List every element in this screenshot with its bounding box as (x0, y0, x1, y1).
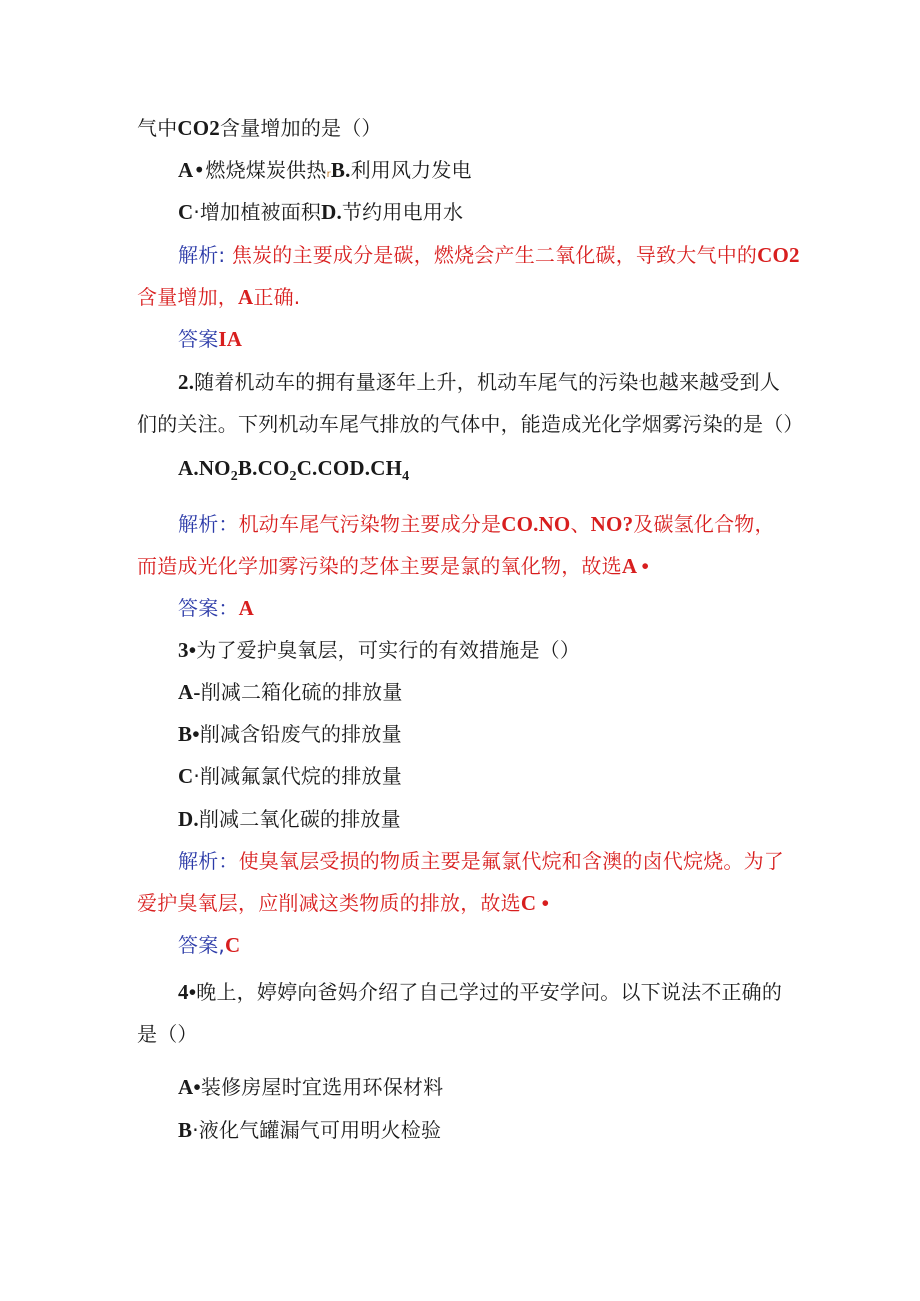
q1-analysis-text-3: 正确. (253, 285, 301, 309)
q1-analysis-text-2: 含量增加， (137, 285, 238, 309)
q3-analysis-line2 (137, 889, 549, 917)
q3-option-b-text: 削减含铅废气的排放量 (199, 722, 402, 746)
q3-option-d-letter: D. (178, 807, 199, 831)
q4-option-b (178, 1116, 441, 1144)
q3-option-b-letter: B• (178, 722, 200, 746)
q1-option-a-text: •燃烧煤炭供热 (193, 158, 327, 182)
q3-analysis-text-2: 爱护臭氧层，应削减这类物质的排放，故选 (137, 891, 521, 915)
q2-analysis-text-3: 而造成光化学加雾污染的芝体主要是氯的氧化物，故选 (137, 554, 622, 578)
q1-analysis-line2 (137, 283, 300, 311)
q3-option-d-text: 削减二氧化碳的排放量 (198, 807, 401, 831)
q4-option-a (178, 1073, 443, 1101)
q1-options-ab (178, 156, 472, 189)
q1-option-b-text: 利用风力发电 (350, 158, 472, 182)
q2-analysis-formula-1: CO.NO (501, 512, 571, 536)
q1-analysis-formula: CO2 (757, 243, 800, 267)
q1-analysis-text: 焦炭的主要成分是碳，燃烧会产生二氧化碳，导致大气中的 (231, 243, 758, 267)
q2-stem-line2 (137, 410, 804, 438)
q2-answer (178, 594, 254, 622)
q4-option-b-letter: B (178, 1118, 193, 1142)
q1-answer-label: 答案 (178, 327, 219, 351)
q1-analysis-line1 (178, 241, 800, 269)
q2-option-a-subscript: 2 (230, 469, 238, 484)
q2-answer-value: A (238, 596, 254, 620)
q2-analysis-separator: 、 (570, 512, 591, 536)
q3-analysis-line1 (178, 847, 784, 875)
q1-option-c-text: ·增加植被面积 (193, 200, 322, 224)
q3-analysis-text: 使臭氧层受损的物质主要是氟氯代烷和含澳的卤代烷烧。为了 (238, 849, 785, 873)
q4-option-b-text: ·液化气罐漏气可用明火检验 (192, 1118, 442, 1142)
q1-option-d-text: 节约用电用水 (341, 200, 464, 224)
q1-stem-text: 气中 (137, 116, 178, 140)
q1-answer (178, 325, 242, 353)
q3-option-b (178, 720, 402, 748)
q1-stem (137, 114, 382, 142)
q2-analysis-choice: A • (621, 554, 650, 578)
q1-option-a-letter: A (178, 158, 194, 182)
q3-option-a-text: 削减二箱化硫的排放量 (200, 680, 403, 704)
q2-option-d-subscript: 4 (402, 469, 410, 484)
q3-analysis-label: 解析： (178, 849, 239, 873)
q1-options-cd (178, 198, 463, 226)
q4-stem-text-2: 是（） (137, 1022, 198, 1046)
q2-answer-label: 答案： (178, 596, 239, 620)
q3-option-c-text: ·削减氟氯代烷的排放量 (193, 764, 402, 788)
q3-answer-value: C (224, 933, 241, 957)
q2-stem-line1 (178, 368, 780, 396)
q4-stem-line2 (137, 1020, 198, 1048)
q2-stem-text: 随着机动车的拥有量逐年上升，机动车尾气的污染也越来越受到人 (194, 370, 780, 394)
q3-option-d (178, 805, 401, 833)
q1-option-a-mark: r (326, 169, 331, 180)
q3-stem (178, 636, 580, 664)
q2-analysis-label: 解析： (178, 512, 239, 536)
q4-option-a-letter: A• (178, 1075, 201, 1099)
q1-stem-formula: CO2 (177, 116, 221, 140)
q2-analysis-line1 (178, 510, 775, 538)
q2-option-b-subscript: 2 (289, 469, 297, 484)
q3-option-c-letter: C (178, 764, 194, 788)
q2-analysis-formula-2: NO? (590, 512, 634, 536)
q2-option-a: A.NO (178, 456, 231, 480)
q3-stem-text: 为了爱护臭氧层，可实行的有效措施是（） (196, 638, 581, 662)
q2-options (178, 454, 409, 486)
q4-stem-text: 晚上，婷婷向爸妈介绍了自己学过的平安学问。以下说法不正确的 (196, 980, 783, 1004)
q1-option-c-letter: C (178, 200, 194, 224)
q2-number: 2. (178, 370, 195, 394)
q1-analysis-choice: A (238, 285, 254, 309)
q3-number: 3• (178, 638, 197, 662)
q4-stem-line1 (178, 978, 782, 1006)
q3-answer-label: 答案, (178, 933, 225, 957)
q1-analysis-label: 解析: (178, 243, 232, 267)
q1-stem-text-end: 含量增加的是（） (220, 116, 382, 140)
q4-option-a-text: 装修房屋时宜选用环保材料 (200, 1075, 444, 1099)
q3-option-a (178, 678, 403, 706)
q4-number: 4• (178, 980, 197, 1004)
q3-option-c (178, 762, 402, 790)
q3-option-a-letter: A- (178, 680, 201, 704)
q2-option-cd: C.COD.CH (296, 456, 403, 480)
q2-option-b: B.CO (237, 456, 290, 480)
q2-analysis-text: 机动车尾气污染物主要成分是 (238, 512, 502, 536)
q1-answer-value: IA (218, 327, 243, 351)
q3-answer (178, 931, 240, 959)
q2-analysis-line2 (137, 552, 649, 580)
q3-analysis-choice: C • (520, 891, 550, 915)
q2-analysis-text-2: 及碳氢化合物， (633, 512, 775, 536)
q2-stem-text-2: 们的关注。下列机动车尾气排放的气体中，能造成光化学烟雾污染的是（） (137, 412, 804, 436)
q1-option-d-letter: D. (321, 200, 342, 224)
q1-option-b-letter: B. (330, 158, 351, 182)
